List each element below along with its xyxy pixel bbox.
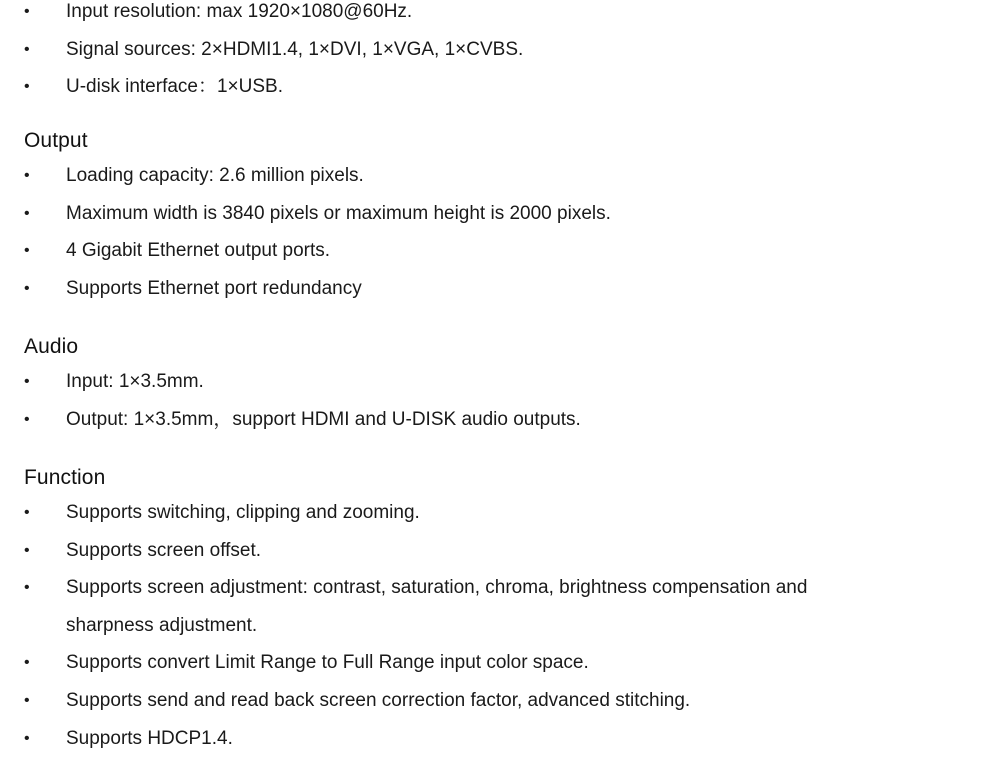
list-item (0, 68, 523, 106)
list-item (0, 682, 866, 720)
input-list (0, 0, 523, 106)
bullet-icon: • (24, 204, 30, 222)
list-item-text: Input: 1×3.5mm. (66, 371, 204, 392)
bullet-icon: • (24, 167, 30, 184)
list-item-text: Supports Ethernet port redundancy (66, 277, 362, 299)
list-item (0, 532, 866, 570)
output-list (0, 157, 611, 307)
bullet-icon: • (24, 541, 30, 559)
list-item (0, 195, 611, 233)
bullet-icon: • (24, 691, 30, 709)
list-item-text: Output: 1×3.5mm，support HDMI and U-DISK audio outputs. (66, 408, 581, 430)
list-item-text: Supports convert Limit Range to Full Range input color space. (66, 652, 589, 674)
input-section (0, 0, 523, 106)
bullet-icon: • (24, 504, 30, 521)
list-item-text: Supports HDCP1.4. (66, 727, 233, 749)
list-item (0, 569, 866, 644)
list-item-text: Supports send and read back screen correction factor, advanced stitching. (66, 689, 691, 711)
list-item (0, 0, 523, 31)
list-item-text: Supports screen adjustment: contrast, saturation, chroma, brightness compensation and sharpness adjustment. (66, 577, 808, 636)
list-item (0, 363, 581, 401)
function-section (0, 464, 866, 757)
audio-section (0, 333, 581, 438)
audio-list (0, 363, 581, 438)
bullet-icon: • (24, 410, 30, 428)
output-section (0, 127, 611, 307)
list-item-text: U-disk interface：1×USB. (66, 76, 283, 98)
section-heading-function: Function (24, 466, 106, 489)
bullet-icon: • (24, 3, 30, 20)
list-item (0, 31, 523, 69)
list-item-text: Loading capacity: 2.6 million pixels. (66, 165, 364, 186)
list-item-text: Supports switching, clipping and zooming. (66, 502, 420, 523)
section-heading-audio: Audio (24, 335, 79, 358)
list-item (0, 270, 611, 308)
list-item-text: Supports screen offset. (66, 539, 262, 561)
list-item (0, 494, 866, 532)
bullet-icon: • (24, 279, 30, 297)
bullet-icon: • (24, 40, 30, 58)
list-item (0, 720, 866, 758)
bullet-icon: • (24, 242, 30, 260)
list-item (0, 644, 866, 682)
list-item (0, 157, 611, 195)
function-list (0, 494, 866, 757)
list-item-text: Input resolution: max 1920×1080@60Hz. (66, 1, 413, 22)
list-item (0, 401, 581, 439)
section-heading-output: Output (24, 129, 88, 152)
bullet-icon: • (24, 729, 30, 747)
list-item-text: Signal sources: 2×HDMI1.4, 1×DVI, 1×VGA, 1×CVBS. (66, 38, 524, 60)
bullet-icon: • (24, 78, 30, 96)
list-item-text: 4 Gigabit Ethernet output ports. (66, 240, 331, 262)
bullet-icon: • (24, 654, 30, 672)
bullet-icon: • (24, 373, 30, 390)
bullet-icon: • (24, 579, 30, 597)
list-item (0, 232, 611, 270)
list-item-text: Maximum width is 3840 pixels or maximum height is 2000 pixels. (66, 202, 611, 224)
